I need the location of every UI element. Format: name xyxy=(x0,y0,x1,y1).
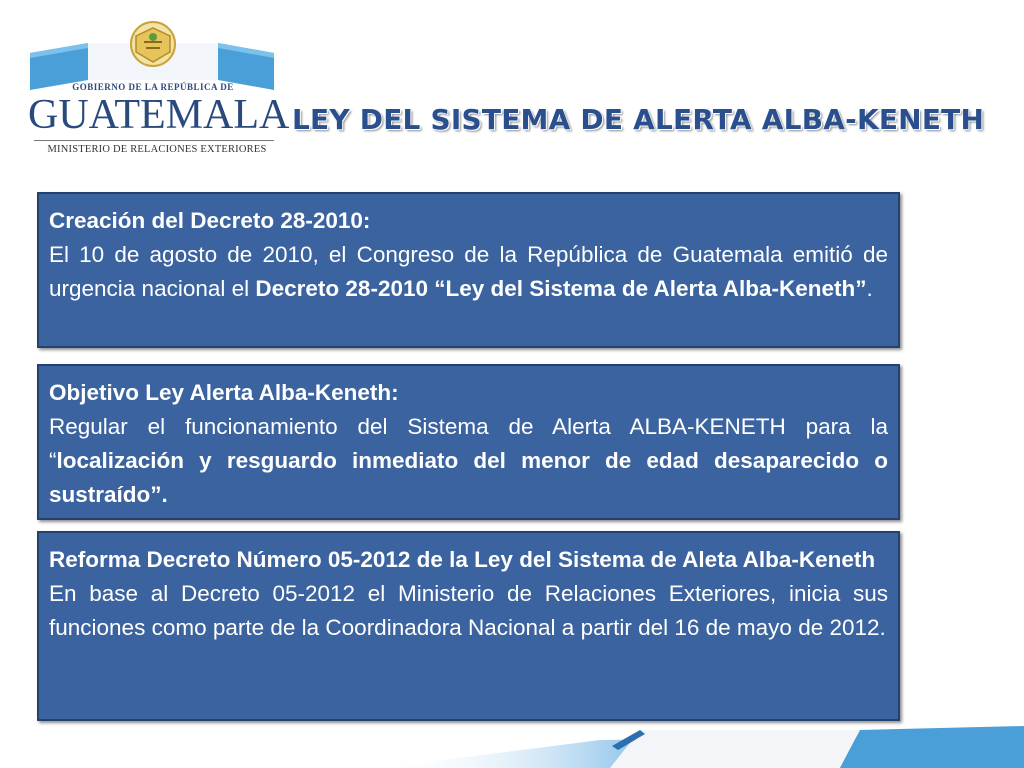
info-box-law-objective xyxy=(37,364,900,520)
box-body xyxy=(49,410,888,512)
box-text: El 10 de agosto de 2010, el Congreso de la República de Guatemala emitió de urgencia nacional el xyxy=(49,242,888,301)
box-heading: Objetivo Ley Alerta Alba-Keneth: xyxy=(49,380,399,405)
logo-divider xyxy=(34,140,274,141)
box-text-bold: localización y resguardo inmediato del menor de edad desaparecido o sustraído”. xyxy=(49,448,888,507)
logo-ministry-text: MINISTERIO DE RELACIONES EXTERIORES xyxy=(47,144,267,155)
page-title: LEY DEL SISTEMA DE ALERTA ALBA-KENETH xyxy=(292,103,985,136)
box-text: Regular el funcionamiento del Sistema de Alerta ALBA-KENETH para la “ xyxy=(49,414,888,473)
box-text-end: . xyxy=(866,276,873,301)
box-body xyxy=(49,238,888,306)
box-heading: Creación del Decreto 28-2010: xyxy=(49,208,371,233)
logo-country-text: GUATEMALA xyxy=(28,92,290,138)
info-box-decree-reform xyxy=(37,531,900,721)
box-body: En base al Decreto 05-2012 el Ministerio de Relaciones Exteriores, inicia sus funciones como parte de la Coordinadora Nacional a partir del 16 de mayo de 2012. xyxy=(49,581,888,640)
info-box-decree-creation xyxy=(37,192,900,348)
box-heading: Reforma Decreto Número 05-2012 de la Ley del Sistema de Aleta Alba-Keneth xyxy=(49,547,876,572)
government-logo xyxy=(28,18,290,158)
box-text-bold: Decreto 28-2010 “Ley del Sistema de Alerta Alba-Keneth” xyxy=(255,276,867,301)
logo-government-text: GOBIERNO DE LA REPÚBLICA DE xyxy=(72,82,234,92)
coat-of-arms-icon xyxy=(131,22,175,66)
footer-flag-ribbon-icon xyxy=(0,720,1024,768)
